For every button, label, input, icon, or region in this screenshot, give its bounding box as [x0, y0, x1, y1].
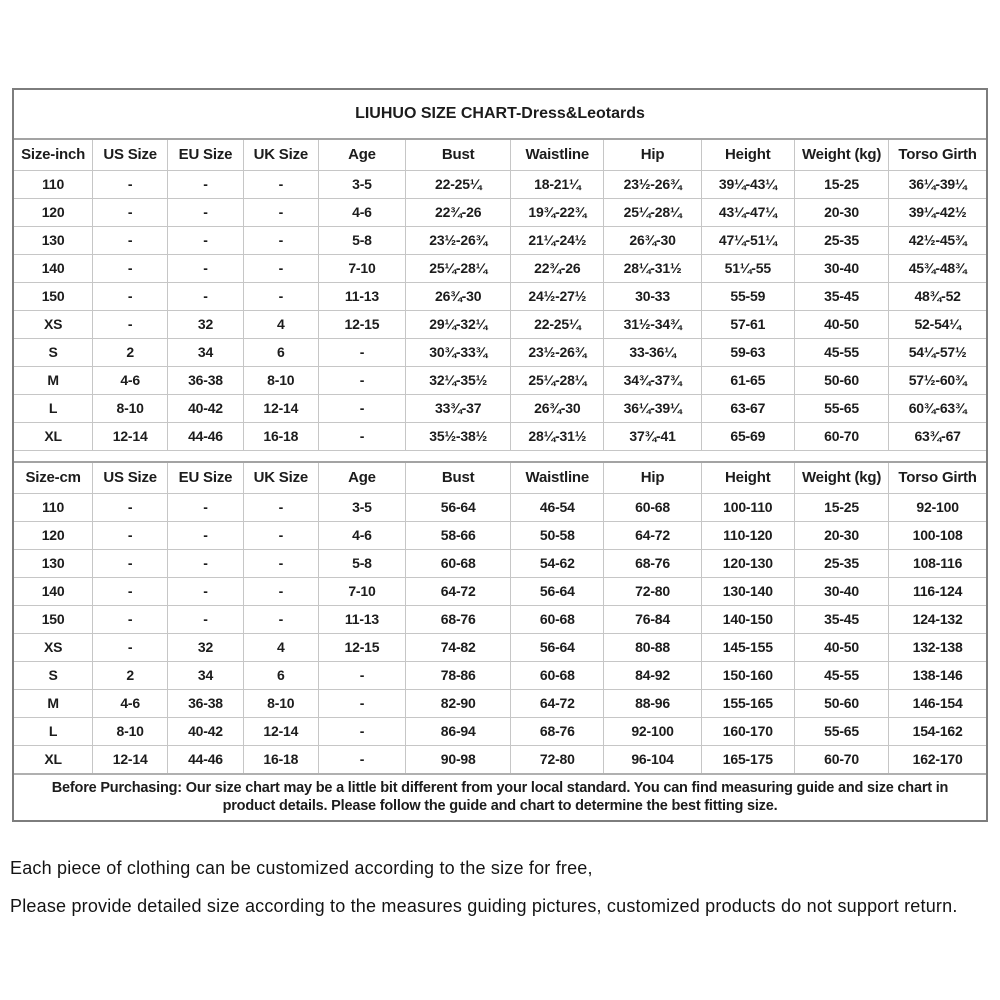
- table-cell: 63-67: [701, 394, 794, 422]
- table-row: [14, 577, 986, 605]
- table-cell: 60-70: [794, 745, 888, 773]
- column-header: Waistline: [511, 140, 604, 170]
- table-cell: -: [168, 254, 244, 282]
- table-cell: 28¼-31½: [604, 254, 701, 282]
- table-cell: -: [93, 226, 168, 254]
- table-row: [14, 605, 986, 633]
- table-cell: 120: [14, 198, 93, 226]
- table-cell: 63¾-67: [889, 422, 986, 450]
- table-cell: 22¾-26: [511, 254, 604, 282]
- table-cell: 92-100: [604, 717, 701, 745]
- table-cell: 90-98: [406, 745, 511, 773]
- table-cell: 29¼-32¼: [406, 310, 511, 338]
- table-cell: 36-38: [168, 366, 244, 394]
- purchase-note: [14, 773, 986, 820]
- table-cell: 110-120: [701, 521, 794, 549]
- table-cell: 19¾-22¾: [511, 198, 604, 226]
- table-cell: -: [243, 493, 318, 521]
- table-cell: 36-38: [168, 689, 244, 717]
- table-cell: 60-68: [406, 549, 511, 577]
- size-table-inch: [14, 140, 986, 450]
- table-cell: 20-30: [794, 521, 888, 549]
- table-cell: 34: [168, 338, 244, 366]
- table-cell: 42½-45¾: [889, 226, 986, 254]
- table-cell: -: [243, 198, 318, 226]
- table-row: [14, 689, 986, 717]
- table-cell: -: [93, 493, 168, 521]
- table-cell: 74-82: [406, 633, 511, 661]
- table-cell: 84-92: [604, 661, 701, 689]
- column-header: UK Size: [243, 140, 318, 170]
- table-cell: 40-50: [794, 633, 888, 661]
- table-cell: 4-6: [93, 689, 168, 717]
- table-cell: 33-36¼: [604, 338, 701, 366]
- table-cell: 24½-27½: [511, 282, 604, 310]
- table-row: [14, 521, 986, 549]
- purchase-note-line-2: product details. Please follow the guide and chart to determine the best fitting size.: [222, 798, 778, 815]
- table-cell: 64-72: [604, 521, 701, 549]
- table-cell: 130-140: [701, 577, 794, 605]
- table-cell: 6: [243, 661, 318, 689]
- table-cell: -: [318, 338, 405, 366]
- table-cell: 12-14: [93, 422, 168, 450]
- column-header: Hip: [604, 463, 701, 493]
- table-cell: -: [168, 493, 244, 521]
- table-cell: 150: [14, 605, 93, 633]
- table-cell: 54-62: [511, 549, 604, 577]
- table-cell: -: [168, 521, 244, 549]
- table-cell: -: [93, 170, 168, 198]
- column-header: US Size: [93, 140, 168, 170]
- table-cell: 55-65: [794, 717, 888, 745]
- table-row: [14, 493, 986, 521]
- table-cell: 18-21¼: [511, 170, 604, 198]
- table-cell: 72-80: [511, 745, 604, 773]
- table-cell: 36¼-39¼: [604, 394, 701, 422]
- table-cell: 2: [93, 661, 168, 689]
- table-cell: 4: [243, 310, 318, 338]
- table-cell: -: [318, 745, 405, 773]
- table-cell: 4-6: [318, 198, 405, 226]
- column-header: US Size: [93, 463, 168, 493]
- table-cell: 40-42: [168, 394, 244, 422]
- column-header: Bust: [406, 463, 511, 493]
- table-cell: -: [168, 170, 244, 198]
- table-cell: 3-5: [318, 493, 405, 521]
- table-cell: 6: [243, 338, 318, 366]
- table-cell: -: [243, 577, 318, 605]
- table-cell: 30-33: [604, 282, 701, 310]
- table-cell: 5-8: [318, 549, 405, 577]
- table-cell: 130: [14, 549, 93, 577]
- table-cell: -: [168, 282, 244, 310]
- table-cell: 8-10: [93, 717, 168, 745]
- column-header: Bust: [406, 140, 511, 170]
- table-row: [14, 633, 986, 661]
- table-cell: 23½-26¾: [604, 170, 701, 198]
- table-cell: 47¼-51¼: [701, 226, 794, 254]
- table-cell: 20-30: [794, 198, 888, 226]
- table-cell: 8-10: [243, 366, 318, 394]
- table-cell: 22¾-26: [406, 198, 511, 226]
- table-cell: 56-64: [511, 633, 604, 661]
- table-cell: 130: [14, 226, 93, 254]
- column-header: Size-inch: [14, 140, 93, 170]
- table-cell: 88-96: [604, 689, 701, 717]
- table-cell: 32: [168, 633, 244, 661]
- table-cell: 12-14: [93, 745, 168, 773]
- size-chart: [12, 88, 988, 822]
- table-section-divider: [14, 450, 986, 463]
- table-cell: 25-35: [794, 226, 888, 254]
- table-cell: 12-15: [318, 633, 405, 661]
- table-cell: 65-69: [701, 422, 794, 450]
- table-row: [14, 661, 986, 689]
- table-row: [14, 338, 986, 366]
- table-cell: 80-88: [604, 633, 701, 661]
- table-cell: 138-146: [889, 661, 986, 689]
- table-cell: -: [243, 282, 318, 310]
- table-cell: 160-170: [701, 717, 794, 745]
- table-cell: 124-132: [889, 605, 986, 633]
- table-cell: 140: [14, 254, 93, 282]
- table-cell: 78-86: [406, 661, 511, 689]
- table-cell: 46-54: [511, 493, 604, 521]
- column-header: Age: [318, 140, 405, 170]
- table-cell: S: [14, 661, 93, 689]
- table-cell: 50-60: [794, 689, 888, 717]
- table-cell: -: [93, 521, 168, 549]
- table-cell: -: [318, 689, 405, 717]
- table-cell: 58-66: [406, 521, 511, 549]
- table-cell: XL: [14, 745, 93, 773]
- table-cell: -: [168, 198, 244, 226]
- table-cell: 30¾-33¾: [406, 338, 511, 366]
- column-header: UK Size: [243, 463, 318, 493]
- table-cell: 36¼-39¼: [889, 170, 986, 198]
- table-cell: -: [243, 521, 318, 549]
- table-cell: 16-18: [243, 422, 318, 450]
- table-cell: 45-55: [794, 338, 888, 366]
- table-cell: -: [318, 717, 405, 745]
- table-cell: 35-45: [794, 282, 888, 310]
- table-cell: 26¾-30: [511, 394, 604, 422]
- table-cell: 165-175: [701, 745, 794, 773]
- table-cell: 34: [168, 661, 244, 689]
- table-cell: XS: [14, 310, 93, 338]
- table-cell: 110: [14, 493, 93, 521]
- table-cell: -: [318, 661, 405, 689]
- table-cell: 44-46: [168, 745, 244, 773]
- table-cell: 44-46: [168, 422, 244, 450]
- table-cell: 45¾-48¾: [889, 254, 986, 282]
- table-cell: -: [93, 254, 168, 282]
- table-cell: 22-25¼: [406, 170, 511, 198]
- table-row: [14, 226, 986, 254]
- column-header: Height: [701, 463, 794, 493]
- table-cell: 100-108: [889, 521, 986, 549]
- column-header: EU Size: [168, 463, 244, 493]
- table-cell: 25¼-28¼: [406, 254, 511, 282]
- column-header: Torso Girth: [889, 140, 986, 170]
- table-cell: 11-13: [318, 605, 405, 633]
- table-cell: 21¼-24½: [511, 226, 604, 254]
- table-cell: 23½-26¾: [511, 338, 604, 366]
- header-row: [14, 463, 986, 493]
- table-cell: 5-8: [318, 226, 405, 254]
- table-cell: 60-68: [511, 605, 604, 633]
- table-cell: 4: [243, 633, 318, 661]
- table-cell: 56-64: [406, 493, 511, 521]
- customization-note-line-1: Each piece of clothing can be customized according to the size for free,: [10, 858, 593, 878]
- table-cell: 26¾-30: [406, 282, 511, 310]
- table-cell: 31½-34¾: [604, 310, 701, 338]
- table-cell: -: [168, 577, 244, 605]
- table-cell: 55-65: [794, 394, 888, 422]
- table-cell: 59-63: [701, 338, 794, 366]
- table-cell: 51¼-55: [701, 254, 794, 282]
- table-cell: 155-165: [701, 689, 794, 717]
- table-cell: 25¼-28¼: [604, 198, 701, 226]
- table-cell: 15-25: [794, 170, 888, 198]
- table-cell: 37¾-41: [604, 422, 701, 450]
- customization-note-line-2: Please provide detailed size according to the measures guiding pictures, customized products do not support return.: [10, 896, 958, 916]
- table-cell: 108-116: [889, 549, 986, 577]
- column-header: Size-cm: [14, 463, 93, 493]
- table-cell: 140-150: [701, 605, 794, 633]
- table-row: [14, 717, 986, 745]
- table-cell: 116-124: [889, 577, 986, 605]
- table-cell: -: [243, 226, 318, 254]
- table-cell: M: [14, 689, 93, 717]
- table-cell: 150-160: [701, 661, 794, 689]
- table-cell: -: [93, 282, 168, 310]
- table-row: [14, 282, 986, 310]
- chart-title: LIUHUO SIZE CHART-Dress&Leotards: [14, 90, 986, 140]
- table-cell: 33¾-37: [406, 394, 511, 422]
- table-cell: 61-65: [701, 366, 794, 394]
- purchase-note-line-1: Before Purchasing: Our size chart may be a little bit different from your local standard. You can find measuring guide and size chart in: [51, 780, 949, 796]
- table-row: [14, 745, 986, 773]
- table-cell: 64-72: [406, 577, 511, 605]
- table-cell: -: [93, 549, 168, 577]
- table-cell: -: [168, 226, 244, 254]
- table-cell: 40-42: [168, 717, 244, 745]
- table-cell: 16-18: [243, 745, 318, 773]
- table-cell: 39¼-42½: [889, 198, 986, 226]
- table-cell: 60-70: [794, 422, 888, 450]
- column-header: Height: [701, 140, 794, 170]
- table-cell: 43¼-47¼: [701, 198, 794, 226]
- table-cell: 32: [168, 310, 244, 338]
- table-cell: 82-90: [406, 689, 511, 717]
- table-cell: 39¼-43¼: [701, 170, 794, 198]
- table-cell: 96-104: [604, 745, 701, 773]
- table-cell: 35-45: [794, 605, 888, 633]
- table-cell: 60¾-63¾: [889, 394, 986, 422]
- table-cell: -: [318, 394, 405, 422]
- table-cell: S: [14, 338, 93, 366]
- header-row: [14, 140, 986, 170]
- table-cell: -: [243, 170, 318, 198]
- table-cell: 23½-26¾: [406, 226, 511, 254]
- table-cell: 110: [14, 170, 93, 198]
- column-header: EU Size: [168, 140, 244, 170]
- table-cell: 50-60: [794, 366, 888, 394]
- column-header: Waistline: [511, 463, 604, 493]
- table-cell: 52-54¼: [889, 310, 986, 338]
- table-cell: 100-110: [701, 493, 794, 521]
- table-cell: 54¼-57½: [889, 338, 986, 366]
- table-cell: 40-50: [794, 310, 888, 338]
- table-cell: 7-10: [318, 254, 405, 282]
- table-row: [14, 394, 986, 422]
- table-cell: 4-6: [93, 366, 168, 394]
- table-cell: 7-10: [318, 577, 405, 605]
- table-row: [14, 198, 986, 226]
- table-cell: 60-68: [511, 661, 604, 689]
- table-cell: 48¾-52: [889, 282, 986, 310]
- table-cell: 64-72: [511, 689, 604, 717]
- table-cell: 60-68: [604, 493, 701, 521]
- table-cell: 72-80: [604, 577, 701, 605]
- table-cell: -: [318, 422, 405, 450]
- table-cell: -: [93, 605, 168, 633]
- size-table-cm: [14, 463, 986, 773]
- table-cell: 150: [14, 282, 93, 310]
- table-cell: 26¾-30: [604, 226, 701, 254]
- table-cell: -: [93, 310, 168, 338]
- table-row: [14, 366, 986, 394]
- table-cell: -: [243, 549, 318, 577]
- table-cell: 162-170: [889, 745, 986, 773]
- table-cell: 28¼-31½: [511, 422, 604, 450]
- table-cell: 12-14: [243, 394, 318, 422]
- table-cell: 57½-60¾: [889, 366, 986, 394]
- table-row: [14, 310, 986, 338]
- table-cell: -: [93, 198, 168, 226]
- column-header: Age: [318, 463, 405, 493]
- table-cell: 12-15: [318, 310, 405, 338]
- table-cell: -: [243, 254, 318, 282]
- table-cell: 132-138: [889, 633, 986, 661]
- table-cell: 3-5: [318, 170, 405, 198]
- column-header: Weight (kg): [794, 463, 888, 493]
- table-cell: 120: [14, 521, 93, 549]
- table-cell: 145-155: [701, 633, 794, 661]
- table-cell: 68-76: [604, 549, 701, 577]
- table-cell: -: [93, 577, 168, 605]
- table-cell: 92-100: [889, 493, 986, 521]
- table-cell: 30-40: [794, 577, 888, 605]
- table-cell: 2: [93, 338, 168, 366]
- table-cell: 8-10: [93, 394, 168, 422]
- table-cell: 76-84: [604, 605, 701, 633]
- table-cell: 56-64: [511, 577, 604, 605]
- table-cell: 57-61: [701, 310, 794, 338]
- table-cell: 25¼-28¼: [511, 366, 604, 394]
- table-cell: 22-25¼: [511, 310, 604, 338]
- table-cell: -: [243, 605, 318, 633]
- table-cell: 11-13: [318, 282, 405, 310]
- table-cell: 45-55: [794, 661, 888, 689]
- table-cell: 120-130: [701, 549, 794, 577]
- column-header: Hip: [604, 140, 701, 170]
- table-cell: XL: [14, 422, 93, 450]
- table-cell: -: [318, 366, 405, 394]
- table-cell: 8-10: [243, 689, 318, 717]
- table-row: [14, 549, 986, 577]
- table-cell: -: [168, 605, 244, 633]
- table-cell: 25-35: [794, 549, 888, 577]
- table-cell: 86-94: [406, 717, 511, 745]
- table-cell: 140: [14, 577, 93, 605]
- table-cell: M: [14, 366, 93, 394]
- table-cell: 68-76: [406, 605, 511, 633]
- table-cell: -: [93, 633, 168, 661]
- table-cell: 4-6: [318, 521, 405, 549]
- table-cell: L: [14, 394, 93, 422]
- table-cell: 55-59: [701, 282, 794, 310]
- table-row: [14, 422, 986, 450]
- column-header: Weight (kg): [794, 140, 888, 170]
- table-cell: 35½-38½: [406, 422, 511, 450]
- table-cell: L: [14, 717, 93, 745]
- table-cell: 30-40: [794, 254, 888, 282]
- table-cell: 50-58: [511, 521, 604, 549]
- table-cell: 15-25: [794, 493, 888, 521]
- table-cell: 68-76: [511, 717, 604, 745]
- table-cell: 146-154: [889, 689, 986, 717]
- table-cell: 154-162: [889, 717, 986, 745]
- table-cell: XS: [14, 633, 93, 661]
- column-header: Torso Girth: [889, 463, 986, 493]
- table-row: [14, 254, 986, 282]
- table-cell: -: [168, 549, 244, 577]
- table-row: [14, 170, 986, 198]
- table-cell: 12-14: [243, 717, 318, 745]
- table-cell: 34¾-37¾: [604, 366, 701, 394]
- table-cell: 32¼-35½: [406, 366, 511, 394]
